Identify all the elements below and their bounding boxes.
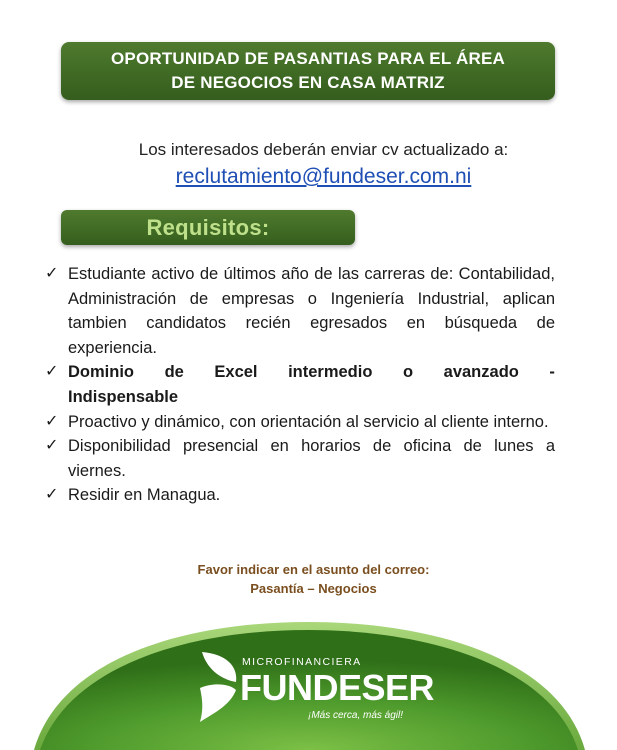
title-line-1: OPORTUNIDAD DE PASANTIAS PARA EL ÁREA xyxy=(110,49,506,68)
requirement-text-bold-tail: Indispensable xyxy=(68,387,179,406)
requirement-text-bold xyxy=(68,360,555,385)
word: de xyxy=(164,363,184,382)
check-icon: ✓ xyxy=(45,437,59,455)
subject-note-line-1: Favor indicar en el asunto del correo: xyxy=(197,562,430,577)
brand-tagline-top: MICROFINANCIERA xyxy=(242,656,362,668)
list-item xyxy=(45,410,555,435)
word: Excel xyxy=(214,363,258,382)
check-icon: ✓ xyxy=(45,412,59,430)
requirements-heading: Requisitos: xyxy=(146,214,270,240)
check-icon: ✓ xyxy=(45,486,59,504)
email-link[interactable]: reclutamiento@fundeser.com.ni xyxy=(175,165,472,188)
leaf-logo-icon xyxy=(196,648,244,724)
requirement-text: Estudiante activo de últimos año de las carreras de: Contabilidad, Administración de empresas o Ingeniería Industrial, aplican tambien candidatos recién egresados en búsqueda de experiencia. xyxy=(68,265,555,357)
word: intermedio xyxy=(288,363,373,382)
list-item xyxy=(45,483,555,508)
subject-note xyxy=(0,560,617,598)
list-item xyxy=(45,434,555,483)
title-banner xyxy=(61,42,555,100)
fundeser-logo xyxy=(196,648,436,728)
list-item xyxy=(45,262,555,360)
requirement-text: Disponibilidad presencial en horarios de oficina de lunes a viernes. xyxy=(68,437,555,480)
word: Dominio xyxy=(68,363,134,382)
word: o xyxy=(403,363,414,382)
brand-name: FUNDESER xyxy=(240,667,435,708)
intro-text xyxy=(0,140,617,160)
list-item xyxy=(45,360,555,409)
check-icon: ✓ xyxy=(45,363,59,381)
word: - xyxy=(549,363,555,382)
requirement-text: Proactivo y dinámico, con orientación al servicio al cliente interno. xyxy=(68,412,549,431)
intro-line: Los interesados deberán enviar cv actualizado a: xyxy=(138,140,509,159)
brand-slogan: ¡Más cerca, más ágil! xyxy=(308,710,404,721)
requirement-text: Residir en Managua. xyxy=(68,486,221,505)
check-icon: ✓ xyxy=(45,265,59,282)
subject-note-line-2: Pasantía – Negocios xyxy=(250,581,377,596)
title-line-2: DE NEGOCIOS EN CASA MATRIZ xyxy=(171,73,445,92)
word: avanzado xyxy=(443,363,519,382)
requirements-heading-banner xyxy=(61,210,355,245)
requirements-list xyxy=(45,262,555,508)
